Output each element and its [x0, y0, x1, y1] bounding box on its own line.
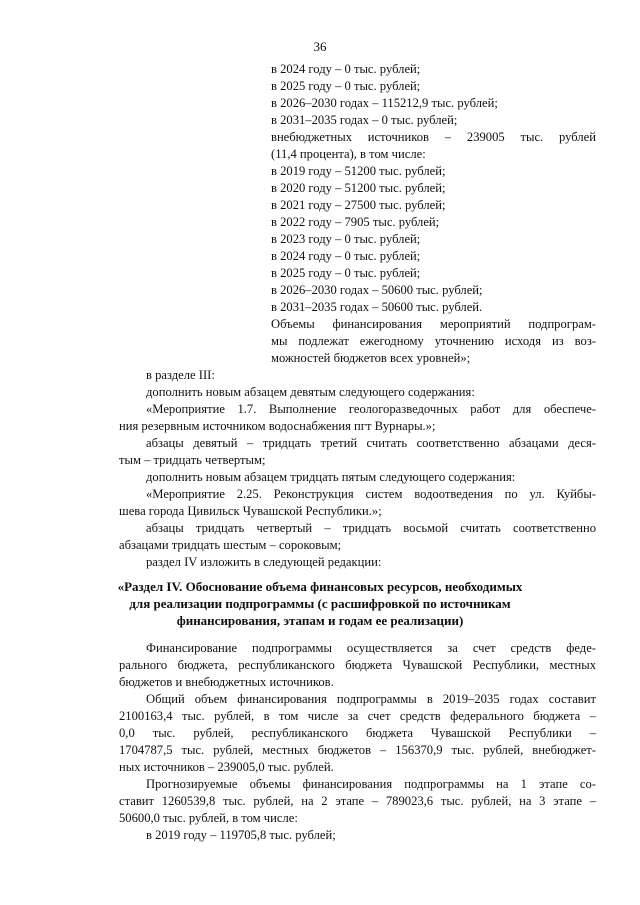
financing-line: в 2021 году – 27500 тыс. рублей; [271, 198, 446, 212]
amendment-line: ния резервным источником водоснабжения пгт Вурнары.»; [119, 419, 436, 433]
page-number: 36 [313, 39, 327, 54]
body-line: бюджетов и внебюджетных источников. [119, 675, 334, 689]
financing-line: в 2023 году – 0 тыс. рублей; [271, 232, 421, 246]
body-line: Общий объем финансирования подпрограммы в 2019–2035 годах составит [146, 692, 596, 706]
financing-line: в 2031–2035 годах – 0 тыс. рублей; [271, 113, 458, 127]
financing-line: в 2025 году – 0 тыс. рублей; [271, 79, 421, 93]
section-heading-line: для реализации подпрограммы (с расшифровкой по источникам [129, 596, 511, 611]
financing-line: в 2024 году – 0 тыс. рублей; [271, 249, 421, 263]
amendment-line: в разделе III: [146, 368, 215, 382]
amendment-line: шева города Цивильск Чувашской Республики.»; [119, 504, 382, 518]
financing-line: в 2026–2030 годах – 50600 тыс. рублей; [271, 283, 483, 297]
financing-line: мы подлежат ежегодному уточнению исходя из воз- [271, 334, 596, 348]
body-line: 50600,0 тыс. рублей, в том числе: [119, 811, 298, 825]
body-line: Прогнозируемые объемы финансирования подпрограммы на 1 этапе со- [146, 777, 596, 791]
amendment-line: дополнить новым абзацем тридцать пятым следующего содержания: [146, 470, 516, 484]
body-line: ставит 1260539,8 тыс. рублей, на 2 этапе – 789023,6 тыс. рублей, на 3 этапе – [119, 794, 596, 808]
financing-line: в 2022 году – 7905 тыс. рублей; [271, 215, 440, 229]
body-line: Финансирование подпрограммы осуществляется за счет средств феде- [146, 641, 596, 655]
amendment-line: абзацами тридцать шестым – сороковым; [119, 538, 342, 552]
body-line: 2100163,4 тыс. рублей, в том числе за счет средств федерального бюджета – [119, 709, 596, 723]
financing-line: в 2031–2035 годах – 50600 тыс. рублей. [271, 300, 483, 314]
body-line: 1704787,5 тыс. рублей, местных бюджетов – 156370,9 тыс. рублей, внебюджет- [119, 743, 596, 757]
body-line: рального бюджета, республиканского бюджета Чувашской Республики, местных [119, 658, 596, 672]
amendment-line: «Мероприятие 2.25. Реконструкция систем водоотведения по ул. Куйбы- [146, 487, 596, 501]
financing-line: Объемы финансирования мероприятий подпрограм- [271, 317, 596, 331]
financing-line: в 2025 году – 0 тыс. рублей; [271, 266, 421, 280]
section-heading-line: «Раздел IV. Обоснование объема финансовых ресурсов, необходимых [117, 579, 523, 594]
financing-line: в 2020 году – 51200 тыс. рублей; [271, 181, 446, 195]
financing-line: (11,4 процента), в том числе: [271, 147, 426, 161]
financing-line: внебюджетных источников – 239005 тыс. рублей [271, 130, 596, 144]
amendment-line: абзацы тридцать четвертый – тридцать восьмой считать соответственно [146, 521, 596, 535]
body-line: 0,0 тыс. рублей, республиканского бюджета Чувашской Республики – [119, 726, 596, 740]
amendment-line: «Мероприятие 1.7. Выполнение геологоразведочных работ для обеспече- [146, 402, 596, 416]
amendment-line: раздел IV изложить в следующей редакции: [146, 555, 382, 569]
financing-line: в 2026–2030 годах – 115212,9 тыс. рублей; [271, 96, 498, 110]
financing-line: в 2024 году – 0 тыс. рублей; [271, 62, 421, 76]
section-heading-line: финансирования, этапам и годам ее реализации) [176, 613, 464, 628]
body-line: ных источников – 239005,0 тыс. рублей. [119, 760, 334, 774]
amendment-line: абзацы девятый – тридцать третий считать соответственно абзацами деся- [146, 436, 596, 450]
body-line: в 2019 году – 119705,8 тыс. рублей; [146, 828, 336, 842]
amendment-line: тым – тридцать четвертым; [119, 453, 266, 467]
financing-line: в 2019 году – 51200 тыс. рублей; [271, 164, 446, 178]
amendment-line: дополнить новым абзацем девятым следующего содержания: [146, 385, 475, 399]
financing-line: можностей бюджетов всех уровней»; [271, 351, 471, 365]
